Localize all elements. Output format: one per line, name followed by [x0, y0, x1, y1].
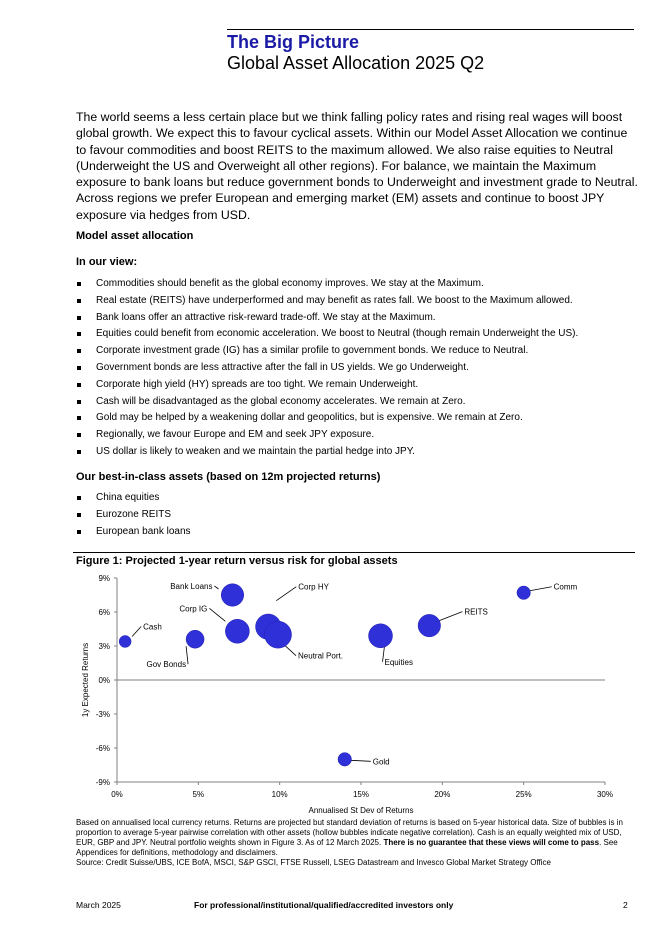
x-tick-label: 15% [352, 790, 370, 799]
best-heading: Our best-in-class assets (based on 12m projected returns) [76, 471, 381, 483]
y-axis-label: 1y Expected Returns [81, 642, 90, 718]
label-corp-ig: Corp IG [179, 604, 208, 614]
label-corp-hy: Corp HY [298, 582, 329, 592]
leader-corp-ig [209, 608, 225, 621]
bubble-equities [369, 624, 393, 648]
page-number: 2 [623, 900, 628, 910]
bubble-comm [517, 586, 531, 600]
label-gold: Gold [372, 757, 390, 767]
label-equities: Equities [384, 657, 413, 667]
leader-corp-hy [276, 587, 296, 601]
note-tail: . See Appendices for definitions, methodology and disclaimers. [76, 838, 618, 857]
x-tick-label: 30% [596, 790, 614, 799]
leader-gov-bonds [186, 646, 188, 664]
list-item: Regionally, we favour Europe and EM and seek JPY exposure. [76, 427, 656, 444]
y-tick-label: 0% [98, 676, 110, 685]
x-tick-label: 10% [271, 790, 288, 799]
bubble-gold [338, 753, 352, 767]
footer-disclaimer: For professional/institutional/qualified/accredited investors only [194, 900, 454, 910]
list-item: European bank loans [76, 524, 656, 541]
figure-title: Figure 1: Projected 1-year return versus risk for global assets [76, 555, 398, 567]
list-item: Corporate investment grade (IG) has a similar profile to government bonds. We reduce to Neutral. [76, 343, 656, 360]
list-item: US dollar is likely to weaken and we maintain the partial hedge into JPY. [76, 444, 656, 461]
header-rule [227, 29, 634, 30]
bubble-cash [119, 635, 131, 647]
label-neutral-port: Neutral Port. [298, 651, 343, 661]
bubble-corp-ig [225, 619, 249, 643]
source-text: Source: Credit Suisse/UBS, ICE BofA, MSCI, S&P GSCI, FTSE Russell, LSEG Datastream and Invesco Global Market Strategy Office [76, 858, 551, 867]
leader-neutral-port [284, 645, 296, 656]
y-tick-label: 6% [98, 608, 110, 617]
note-text: Based on annualised local currency returns. Returns are projected but standard deviation of returns is based on 5-year historical data. Size of bubbles is in proportion to average 5-year pairwise correlation with other assets (hollow bubbles indicate negative correlation). Cash is an equally weighted mix of USD, EUR, GBP and JPY. Neutral portfolio weights shown in Figure 3. As of 12 March 2025. [76, 818, 623, 847]
list-item: Cash will be disadvantaged as the global economy accelerates. We remain at Zero. [76, 394, 656, 411]
page-subtitle: Global Asset Allocation 2025 Q2 [227, 53, 485, 73]
label-bank-loans: Bank Loans [170, 582, 213, 591]
best-list [76, 490, 656, 540]
y-tick-label: -3% [95, 710, 110, 719]
label-cash: Cash [143, 622, 162, 632]
model-heading: Model asset allocation [76, 230, 194, 242]
view-heading: In our view: [76, 256, 138, 268]
list-item: Real estate (REITS) have underperformed and may benefit as rates fall. We boost to the Maximum allowed. [76, 293, 656, 310]
list-item: Government bonds are less attractive after the fall in US yields. We go Underweight. [76, 360, 656, 377]
figure-rule [73, 552, 635, 553]
x-tick-label: 5% [192, 790, 205, 799]
x-tick-label: 25% [515, 790, 532, 799]
x-tick-label: 20% [434, 790, 451, 799]
list-item: China equities [76, 490, 656, 507]
list-item: Gold may be helped by a weakening dollar and geopolitics, but is expensive. We remain at Zero. [76, 410, 656, 427]
bubble-bank-loans [221, 584, 244, 607]
leader-gold [351, 760, 371, 761]
leader-bank-loans [214, 586, 218, 589]
leader-reits [439, 612, 462, 621]
label-comm: Comm [553, 582, 578, 592]
bubble-reits [418, 614, 441, 637]
label-reits: REITS [464, 607, 488, 617]
footer-date: March 2025 [76, 900, 121, 910]
page-title: The Big Picture [227, 32, 360, 52]
figure-note [76, 818, 636, 868]
y-tick-label: 3% [98, 642, 110, 651]
list-item: Equities could benefit from economic acceleration. We boost to Neutral (though remain Underweight the US). [76, 326, 656, 343]
y-tick-label: -6% [95, 744, 110, 753]
list-item: Bank loans offer an attractive risk-reward trade-off. We stay at the Maximum. [76, 310, 656, 327]
view-list [76, 276, 656, 461]
list-item: Eurozone REITS [76, 507, 656, 524]
x-tick-label: 0% [111, 790, 123, 799]
bubble-neutral-port [265, 621, 292, 648]
scatter-chart [73, 570, 618, 818]
y-tick-label: 9% [98, 574, 110, 583]
list-item: Commodities should benefit as the global economy improves. We stay at the Maximum. [76, 276, 656, 293]
note-bold: There is no guarantee that these views will come to pass [383, 838, 600, 847]
label-gov-bonds: Gov Bonds [146, 660, 187, 670]
leader-cash [132, 626, 141, 636]
x-axis-label: Annualised St Dev of Returns [308, 806, 414, 815]
intro-paragraph: The world seems a less certain place but we think falling policy rates and rising real wages will boost global growth. We expect this to favour cyclical assets. Within our Model Asset Allocation we continue to favour commodities and boost REITS to the maximum allowed. We also raise equities to Neutral (Underweight the US and Overweight all other regions). For balance, we maintain the Maximum exposure to bank loans but reduce government bonds to Underweight and investment grade to Neutral. Across regions we prefer European and emerging market (EM) assets and continue to boost JPY exposure via hedges from USD. [76, 110, 638, 222]
y-tick-label: -9% [95, 778, 110, 787]
leader-comm [530, 587, 552, 591]
bubble-gov-bonds [186, 630, 204, 648]
list-item: Corporate high yield (HY) spreads are too tight. We remain Underweight. [76, 377, 656, 394]
